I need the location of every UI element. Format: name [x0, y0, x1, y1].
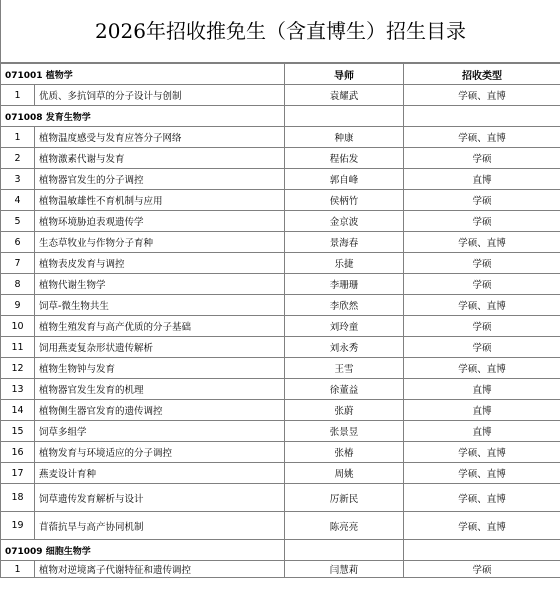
enrollment-type: 学硕 — [404, 211, 560, 232]
column-header-advisor: 导师 — [285, 64, 404, 85]
research-topic: 植物环境胁迫表观遗传学 — [35, 211, 285, 232]
enrollment-type: 学硕、直博 — [404, 463, 560, 484]
enrollment-type: 学硕、直博 — [404, 484, 560, 512]
advisor-name: 袁耀武 — [285, 85, 404, 106]
catalog-table — [0, 63, 560, 578]
enrollment-type: 学硕、直博 — [404, 442, 560, 463]
row-number: 15 — [1, 421, 35, 442]
row-number: 6 — [1, 232, 35, 253]
table-row — [1, 232, 560, 253]
row-number: 11 — [1, 337, 35, 358]
research-topic: 植物器官发生的分子调控 — [35, 169, 285, 190]
table-row — [1, 148, 560, 169]
advisor-name: 种康 — [285, 127, 404, 148]
table-row — [1, 169, 560, 190]
research-topic: 优质、多抗饲草的分子设计与创制 — [35, 85, 285, 106]
advisor-name: 厉新民 — [285, 484, 404, 512]
advisor-name: 张椿 — [285, 442, 404, 463]
research-topic: 植物对逆境离子代谢特征和遗传调控 — [35, 561, 285, 578]
table-row — [1, 421, 560, 442]
research-topic: 植物发育与环境适应的分子调控 — [35, 442, 285, 463]
table-row — [1, 127, 560, 148]
research-topic: 饲用燕麦复杂形状遗传解析 — [35, 337, 285, 358]
advisor-name: 刘玲童 — [285, 316, 404, 337]
row-number: 13 — [1, 379, 35, 400]
enrollment-type: 学硕 — [404, 274, 560, 295]
row-number: 9 — [1, 295, 35, 316]
advisor-name: 乐捷 — [285, 253, 404, 274]
table-row — [1, 253, 560, 274]
advisor-name: 李珊珊 — [285, 274, 404, 295]
table-row — [1, 316, 560, 337]
enrollment-type: 直博 — [404, 400, 560, 421]
enrollment-type: 学硕 — [404, 337, 560, 358]
row-number: 8 — [1, 274, 35, 295]
row-number: 17 — [1, 463, 35, 484]
research-topic: 植物器官发生发育的机理 — [35, 379, 285, 400]
research-topic: 植物激素代谢与发育 — [35, 148, 285, 169]
advisor-name: 王雪 — [285, 358, 404, 379]
research-topic: 饲草遗传发育解析与设计 — [35, 484, 285, 512]
research-topic: 苜蓿抗旱与高产协同机制 — [35, 512, 285, 540]
section-header-row — [1, 64, 560, 85]
research-topic: 植物生物钟与发育 — [35, 358, 285, 379]
research-topic: 植物表皮发育与调控 — [35, 253, 285, 274]
row-number: 10 — [1, 316, 35, 337]
row-number: 14 — [1, 400, 35, 421]
row-number: 1 — [1, 127, 35, 148]
research-topic: 生态草牧业与作物分子育种 — [35, 232, 285, 253]
research-topic: 饲草-微生物共生 — [35, 295, 285, 316]
advisor-name: 景海春 — [285, 232, 404, 253]
research-topic: 燕麦设计育种 — [35, 463, 285, 484]
enrollment-type: 直博 — [404, 169, 560, 190]
row-number: 1 — [1, 85, 35, 106]
research-topic: 植物温度感受与发育应答分子网络 — [35, 127, 285, 148]
row-number: 16 — [1, 442, 35, 463]
advisor-name: 李欣然 — [285, 295, 404, 316]
enrollment-type: 学硕、直博 — [404, 85, 560, 106]
section-heading: 071008 发育生物学 — [1, 106, 285, 127]
row-number: 5 — [1, 211, 35, 232]
enrollment-type: 直博 — [404, 379, 560, 400]
row-number: 12 — [1, 358, 35, 379]
enrollment-type: 学硕 — [404, 148, 560, 169]
advisor-name: 徐董益 — [285, 379, 404, 400]
table-row — [1, 211, 560, 232]
advisor-name: 程佑发 — [285, 148, 404, 169]
row-number: 1 — [1, 561, 35, 578]
enrollment-type: 学硕 — [404, 561, 560, 578]
row-number: 7 — [1, 253, 35, 274]
enrollment-type: 学硕 — [404, 253, 560, 274]
section-heading: 071009 细胞生物学 — [1, 540, 285, 561]
research-topic: 植物代谢生物学 — [35, 274, 285, 295]
row-number: 2 — [1, 148, 35, 169]
table-row — [1, 400, 560, 421]
advisor-name: 张蔚 — [285, 400, 404, 421]
advisor-name: 周姚 — [285, 463, 404, 484]
table-row — [1, 85, 560, 106]
advisor-name: 闫慧莉 — [285, 561, 404, 578]
column-header-type: 招收类型 — [404, 64, 560, 85]
research-topic: 植物生殖发育与高产优质的分子基础 — [35, 316, 285, 337]
advisor-name: 陈亮亮 — [285, 512, 404, 540]
enrollment-type: 学硕、直博 — [404, 358, 560, 379]
row-number: 4 — [1, 190, 35, 211]
enrollment-type: 学硕、直博 — [404, 232, 560, 253]
table-row — [1, 337, 560, 358]
advisor-name: 张景昱 — [285, 421, 404, 442]
table-row — [1, 484, 560, 512]
research-topic: 饲草多组学 — [35, 421, 285, 442]
row-number: 3 — [1, 169, 35, 190]
enrollment-type: 学硕、直博 — [404, 127, 560, 148]
enrollment-type: 直博 — [404, 421, 560, 442]
research-topic: 植物侧生器官发育的遗传调控 — [35, 400, 285, 421]
table-row — [1, 358, 560, 379]
catalog-title: 2026年招收推免生（含直博生）招生目录 — [0, 0, 560, 63]
enrollment-type: 学硕 — [404, 316, 560, 337]
section-heading: 071001 植物学 — [1, 64, 285, 85]
table-row — [1, 190, 560, 211]
row-number: 18 — [1, 484, 35, 512]
enrollment-type: 学硕、直博 — [404, 512, 560, 540]
table-row — [1, 295, 560, 316]
section-header-row — [1, 106, 560, 127]
table-row — [1, 379, 560, 400]
table-row — [1, 274, 560, 295]
table-row — [1, 463, 560, 484]
advisor-name: 刘永秀 — [285, 337, 404, 358]
table-row — [1, 512, 560, 540]
advisor-name: 郭自峰 — [285, 169, 404, 190]
section-header-row — [1, 540, 560, 561]
enrollment-type: 学硕 — [404, 190, 560, 211]
advisor-name: 侯柄竹 — [285, 190, 404, 211]
table-row — [1, 442, 560, 463]
enrollment-type: 学硕、直博 — [404, 295, 560, 316]
table-row — [1, 561, 560, 578]
research-topic: 植物温敏雄性不育机制与应用 — [35, 190, 285, 211]
advisor-name: 金京波 — [285, 211, 404, 232]
row-number: 19 — [1, 512, 35, 540]
